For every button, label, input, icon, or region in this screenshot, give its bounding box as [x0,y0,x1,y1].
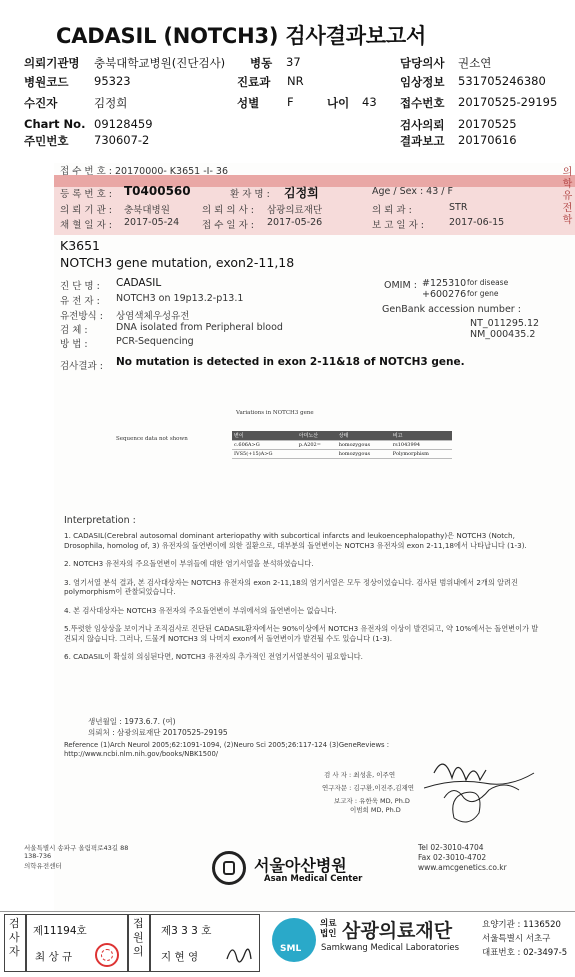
header-label: 결과보고 [400,134,445,148]
pathologist-signature [223,939,257,969]
header-label: 병원코드 [24,75,69,89]
interp-item: 1. CADASIL(Cerebral autosomal dominant arteriopathy with subcortical infarcts and leukoencephalopathy)은 NOTCH3 (Notch, Drosophila, homolog of, 3) 유전자의 돌연변이에 의한 질환으로, 대부분의 돌연변이는 NOTCH3 유전자의 exon 2-11,18에서 나타납니다 (1-3). [64,531,527,550]
table-cell: rs1043994 [391,441,452,450]
method-value: PCR-Sequencing [116,336,194,347]
fax: Fax 02-3010-4702 [418,853,487,862]
test-code: K3651 [60,238,101,253]
doctor-value: 삼광의료재단 [267,205,323,216]
org-info-2: 서울특별시 서초구 [482,934,551,944]
asan-logo-mark [223,861,235,875]
header-value: 20170525-29195 [458,95,558,109]
header-value: 20170616 [458,133,517,147]
table-row [232,450,452,459]
address-line-1: 서울특별시 송파구 올림픽로43길 88 [24,844,129,852]
genbank-nt: NT_011295.12 [470,318,540,329]
inst-value: 충북대병원 [124,205,170,216]
header-label: 병동 [250,56,273,70]
header-value: 20170525 [458,117,517,131]
reporter-2: 이범희 MD, Ph.D [350,806,401,814]
header-value: NR [287,74,304,88]
table-header-row [232,431,452,441]
interp-item: 3. 염기서열 분석 결과, 본 검사대상자는 NOTCH3 유전자의 exon 2-11,18의 염기서열은 모두 정상이었습니다. 검사된 범위내에서 2개의 알려진 polymorphism이 관찰되었습니다. [64,577,518,596]
org-name: 삼광의료재단 [342,920,453,942]
ward-value: STR [449,202,468,213]
omim-disease-note: for disease [467,278,509,287]
stamp-inner [101,949,113,961]
table-header-cell: 변이 [232,431,297,441]
table-cell: Polymorphism [391,450,452,459]
table-header-cell: 비고 [391,431,452,441]
sequence-note: Sequence data not shown [116,436,188,442]
header-label: 진료과 [237,75,271,89]
reg-label: 등 록 번 호 : [60,189,112,200]
header-label: 접수번호 [400,96,445,110]
collect-date: 2017-05-24 [124,217,180,228]
header-value: 충북대학교병원(진단검사) [94,56,226,70]
reg-number: T0400560 [124,184,191,198]
gene-label: 유 전 자 : [60,296,100,307]
variation-title: Variations in NOTCH3 gene [236,410,314,416]
collect-label: 채 혈 일 자 : [60,220,112,231]
header-label: 임상정보 [400,75,445,89]
examiner-label-box [4,914,26,972]
patient-label: 환 자 명 : [230,189,270,200]
table-header-cell: 상태 [337,431,391,441]
table-row [232,441,452,450]
header-value: 09128459 [94,117,153,131]
inst-label: 의 뢰 기 관 : [60,205,112,216]
recv-label: 접 수 일 자 : [202,220,254,231]
header-value: F [287,95,294,109]
table-cell: IVS5(+15)A>G [232,450,297,459]
website: www.amcgenetics.co.kr [418,863,507,872]
dx-value: CADASIL [116,277,162,289]
interp-item: 5.뚜렷한 임상상을 보이거나 조직검사로 진단된 CADASIL환자에서는 90%이상에서 NOTCH3 유전자의 이상이 발견되고, 약 10%에서는 돌연변이가 발견되지 않습니다. 그러나, 드물게 NOTCH3 의 나머지 exon에서 돌연변이가 발견될 수도 있습니다 (1-3). [64,624,539,643]
interpretation-body [64,531,544,671]
report-title: CADASIL (NOTCH3) 검사결과보고서 [56,24,427,48]
header-label: 검사의뢰 [400,118,445,132]
examiner-box [26,914,128,972]
org-info-3: 대표번호 : 02-3497-5 [482,948,568,958]
reference: Reference (1)Arch Neurol 2005;62:1091-1094, (2)Neuro Sci 2005;26:117-124 (3)GeneReviews : http://www.ncbi.nlm.nih.gov/books/NBK1500/ [64,741,389,758]
table-header-cell: 아미노산 [297,431,337,441]
patient-name: 김정희 [284,186,319,200]
omim-label: OMIM : [384,280,417,291]
pathologist-label: 접원의 [133,917,144,958]
doctor-label: 의 뢰 의 사 : [202,205,254,216]
header-label: 나이 [327,96,350,110]
header-value: 43 [362,95,377,109]
signature-image [424,748,544,828]
omim-gene: +600276 [422,289,467,300]
pathologist-name: 지 현 영 [161,951,199,963]
header-value: 권소연 [458,56,492,70]
result-label: 검사결과 : [60,361,103,372]
org-info-1: 요양기관 : 1136520 [482,920,561,930]
pathologist-license: 제3 3 3 호 [161,925,212,937]
scanned-report [24,163,575,911]
hospital-name-en: Asan Medical Center [264,874,363,884]
header-label: 수진자 [24,96,58,110]
header-value: 531705246380 [458,74,546,88]
variation-table [232,431,452,459]
header-label: Chart No. [24,117,86,131]
inst-info: 의뢰처 : 삼광의료재단 20170525-29195 [88,728,228,737]
interp-item: 6. CADASIL이 확실히 의심된다면, NOTCH3 유전자의 추가적인 전염기서열분석이 필요합니다. [64,652,363,661]
method-label: 방 법 : [60,339,88,350]
header-value: 김정희 [94,96,128,110]
ward-label: 의 뢰 과 : [372,205,412,216]
asan-logo-icon [212,851,246,885]
examiner-license: 제11194호 [33,925,87,937]
examiner: 검 사 자 : 최성훈, 이주연 [324,771,396,779]
address-line-3: 의학유전센터 [24,862,62,870]
specimen-label: 검 체 : [60,325,88,336]
table-cell [297,450,337,459]
birth-date: 생년월일 : 1973.6.7. (여) [88,717,176,726]
dx-label: 진 단 명 : [60,281,100,292]
header-value: 37 [286,55,301,69]
address-line-2: 138-736 [24,852,52,860]
report-footer [0,911,575,977]
pathologist-label-box [128,914,150,972]
test-name: NOTCH3 gene mutation, exon2-11,18 [60,255,295,270]
inherit-label: 유전방식 : [60,311,103,322]
header-label: 담당의사 [400,56,445,70]
reporter-1: 보고자 : 유한욱 MD, Ph.D [334,797,410,805]
header-label: 의뢰기관명 [24,56,80,70]
gene-value: NOTCH3 on 19p13.2-p13.1 [116,293,244,304]
interp-item: 4. 본 검사대상자는 NOTCH3 유전자의 주요돌연변이 부위에서의 돌연변이는 없습니다. [64,605,337,615]
recv-date: 2017-05-26 [267,217,323,228]
table-cell: homozygous [337,450,391,459]
report-label: 보 고 일 자 : [372,220,424,231]
examiner-label: 검사자 [9,917,20,958]
header-value: 95323 [94,74,131,88]
researcher: 연구자문 : 김구환,이진주,김재연 [322,784,415,792]
specimen-value: DNA isolated from Peripheral blood [116,322,283,333]
tel: Tel 02-3010-4704 [418,843,484,852]
table-cell: p.A202= [297,441,337,450]
header-label: 성별 [237,96,260,110]
department-vertical-label: 의학유전학 [562,167,573,226]
header-value: 730607-2 [94,133,150,147]
omim-gene-note: for gene [467,289,499,298]
omim-disease: #125310 [422,278,467,289]
sml-logo-text: SML [280,944,302,954]
result-text: No mutation is detected in exon 2-11&18 of NOTCH3 gene. [116,356,465,368]
genbank-label: GenBank accession number : [382,304,521,315]
genbank-nm: NM_000435.2 [470,329,536,340]
org-name-en: Samkwang Medical Laboratories [321,943,460,953]
org-legal-label: 의료법인 [320,919,337,939]
interp-item: 2. NOTCH3 유전자의 주요돌연변이 부위들에 대한 염기서열을 분석하였습니다. [64,559,314,568]
sml-logo-icon [272,918,316,962]
table-cell: c.606A>G [232,441,297,450]
examiner-name: 최 상 규 [35,951,73,963]
header-label: 주민번호 [24,134,69,148]
stamp-icon [95,943,119,967]
table-cell: homozygous [337,441,391,450]
receipt-number: 접 수 번 호 : 20170000- K3651 -I- 36 [60,166,229,177]
report-date: 2017-06-15 [449,217,505,228]
age-sex: Age / Sex : 43 / F [372,186,453,197]
report-header [0,0,575,160]
pathologist-box [150,914,260,972]
interpretation-title: Interpretation : [64,515,136,526]
hospital-name-ko: 서울아산병원 [254,856,347,875]
inherit-value: 상염색체우성유전 [116,311,190,322]
